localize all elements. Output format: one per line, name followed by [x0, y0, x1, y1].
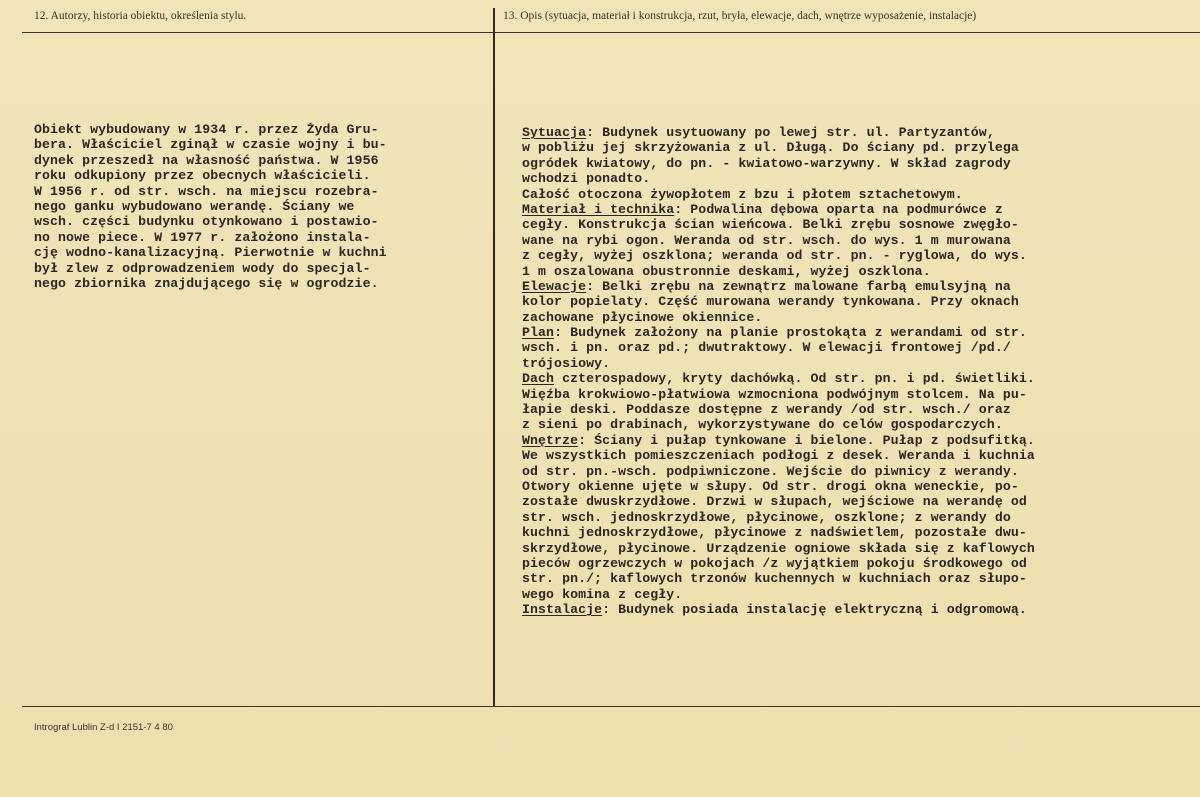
description-line-text: pieców ogrzewczych w pokojach /z wyjątkiem pokoju środkowego od	[522, 555, 1027, 571]
history-line: W 1956 r. od str. wsch. na miejscu rozebra-	[34, 183, 379, 199]
description-line-text: Całość otoczona żywopłotem z bzu i płotem sztachetowym.	[522, 186, 963, 202]
description-line-text: w pobliżu jej skrzyżowania z ul. Długą. Do ściany pd. przylega	[522, 140, 1019, 156]
description-line-text: skrzydłowe, płycinowe. Urządzenie ogniowe składa się z kaflowych	[522, 540, 1035, 556]
description-line-text: : Ściany i pułap tynkowane i bielone. Pułap z podsufitką.	[578, 432, 1035, 448]
description-line-text: : Budynek założony na planie prostokąta z werandami od str.	[554, 325, 1027, 341]
history-line: roku odkupiony przez obecnych właścicieli.	[34, 168, 371, 184]
description-line-text: wego komina z cegły.	[522, 586, 683, 602]
description-line	[522, 448, 1035, 463]
description-line	[522, 602, 1035, 617]
description-line	[522, 541, 1035, 556]
column-divider	[493, 8, 495, 707]
history-text	[34, 122, 387, 291]
history-line: bera. Właściciel zginął w czasie wojny i bu-	[34, 137, 387, 153]
description-line-text: str. wsch. jednoskrzydłowe, płycinowe, oszklone; z werandy do	[522, 509, 1011, 525]
section-label: Plan	[522, 325, 555, 341]
description-line-text: łapie deski. Poddasze dostępne z werandy /od str. wsch./ oraz	[522, 402, 1011, 418]
description-line	[522, 433, 1035, 448]
description-line-text: Otwory okienne ujęte w słupy. Od str. drogi okna weneckie, po-	[522, 478, 1019, 494]
description-line	[522, 525, 1035, 540]
description-line-text: : Budynek usytuowany po lewej str. ul. Partyzantów,	[586, 125, 995, 140]
description-line-text: kolor popielaty. Część murowana werandy tynkowana. Przy oknach	[522, 294, 1019, 310]
description-line	[522, 340, 1035, 355]
description-line-text: We wszystkich pomieszczeniach podłogi z desek. Weranda i kuchnia	[522, 448, 1035, 464]
section-label: Wnętrze	[522, 432, 579, 448]
section-13-heading: 13. Opis (sytuacja, materiał i konstrukcja, rzut, bryła, elewacje, dach, wnętrze wyposażenie, instalacje)	[503, 10, 977, 22]
description-line-text: str. pn./; kaflowych trzonów kuchennych w kuchniach oraz słupo-	[522, 571, 1027, 587]
description-line	[522, 402, 1035, 417]
description-line	[522, 202, 1035, 217]
history-line: wsch. części budynku otynkowano i postawio-	[34, 214, 379, 230]
section-label: Sytuacja	[522, 125, 587, 140]
description-line	[522, 264, 1035, 279]
description-line-text: zostałe dwuskrzydłowe. Drzwi w słupach, wejściowe na werandę od	[522, 494, 1027, 510]
history-line: nego zbiornika znajdującego się w ogrodzie.	[34, 275, 379, 291]
description-line	[522, 294, 1035, 309]
description-line	[522, 325, 1035, 340]
description-line	[522, 571, 1035, 586]
description-line	[522, 356, 1035, 371]
description-line-text: Więźba krokwiowo-płatwiowa wzmocniona podwójnym stolcem. Na pu-	[522, 386, 1027, 402]
description-line	[522, 494, 1035, 509]
description-line-text: : Belki zrębu na zewnątrz malowane farbą emulsyjną na	[586, 278, 1011, 294]
description-line	[522, 171, 1035, 186]
description-line-text: trójosiowy.	[522, 355, 611, 371]
section-label: Instalacje	[522, 602, 603, 618]
section-label: Materiał i technika	[522, 201, 675, 217]
description-line-text: z cegły, wyżej oszklona; weranda od str. pn. - ryglowa, do wys.	[522, 248, 1027, 264]
description-text	[522, 125, 1035, 618]
description-line	[522, 310, 1035, 325]
description-line	[522, 279, 1035, 294]
description-line	[522, 510, 1035, 525]
description-line-text: wane na rybi ogon. Weranda od str. wsch. do wys. 1 m murowana	[522, 232, 1011, 248]
header-rule	[22, 32, 1200, 33]
description-line	[522, 233, 1035, 248]
section-label: Dach	[522, 371, 555, 387]
description-line	[522, 387, 1035, 402]
description-line-text: kuchni jednoskrzydłowe, płycinowe z nadświetlem, pozostałe dwu-	[522, 525, 1027, 541]
history-line: cję wodno-kanalizacyjną. Pierwotnie w kuchni	[34, 245, 387, 261]
description-line	[522, 371, 1035, 386]
description-line-text: zachowane płycinowe okiennice.	[522, 309, 763, 325]
history-line: dynek przeszedł na własność państwa. W 1956	[34, 152, 379, 168]
description-line-text: wsch. i pn. oraz pd.; dwutraktowy. W elewacji frontowej /pd./	[522, 340, 1011, 356]
description-line-text: ogródek kwiatowy, do pn. - kwiatowo-warzywny. W skład zagrody	[522, 155, 1011, 171]
description-line-text: 1 m oszalowana obustronnie deskami, wyżej oszklona.	[522, 263, 931, 279]
description-line	[522, 217, 1035, 232]
history-line: nego ganku wybudowano werandę. Ściany we	[34, 198, 355, 214]
history-line: Obiekt wybudowany w 1934 r. przez Żyda Gru-	[34, 122, 379, 137]
description-line	[522, 587, 1035, 602]
description-line-text: czterospadowy, kryty dachówką. Od str. pn. i pd. świetliki.	[554, 371, 1035, 387]
description-line-text: wchodzi ponadto.	[522, 171, 651, 187]
description-line	[522, 417, 1035, 432]
history-line: był zlew z odprowadzeniem wody do specjal-	[34, 260, 371, 276]
history-line: no nowe piece. W 1977 r. założono instala-	[34, 229, 371, 245]
section-12-heading: 12. Autorzy, historia obiektu, określenia stylu.	[34, 10, 247, 22]
description-line-text: cegły. Konstrukcja ścian wieńcowa. Belki zrębu sosnowe zwęgło-	[522, 217, 1019, 233]
description-line-text: : Podwalina dębowa oparta na podmurówce z	[674, 201, 1003, 217]
description-line	[522, 140, 1035, 155]
section-label: Elewacje	[522, 278, 587, 294]
footer-rule	[22, 706, 1200, 707]
description-line-text: : Budynek posiada instalację elektryczną i odgromową.	[602, 602, 1027, 618]
description-line	[522, 156, 1035, 171]
description-line	[522, 556, 1035, 571]
description-line-text: od str. pn.-wsch. podpiwniczone. Wejście do piwnicy z werandy.	[522, 463, 1019, 479]
description-line	[522, 125, 1035, 140]
description-line-text: z sieni po drabinach, wykorzystywane do celów gospodarczych.	[522, 417, 1003, 433]
description-line	[522, 464, 1035, 479]
printer-imprint: Intrograf Lublin Z-d I 2151-7 4 80	[34, 722, 173, 733]
description-line	[522, 187, 1035, 202]
description-line	[522, 479, 1035, 494]
description-line	[522, 248, 1035, 263]
